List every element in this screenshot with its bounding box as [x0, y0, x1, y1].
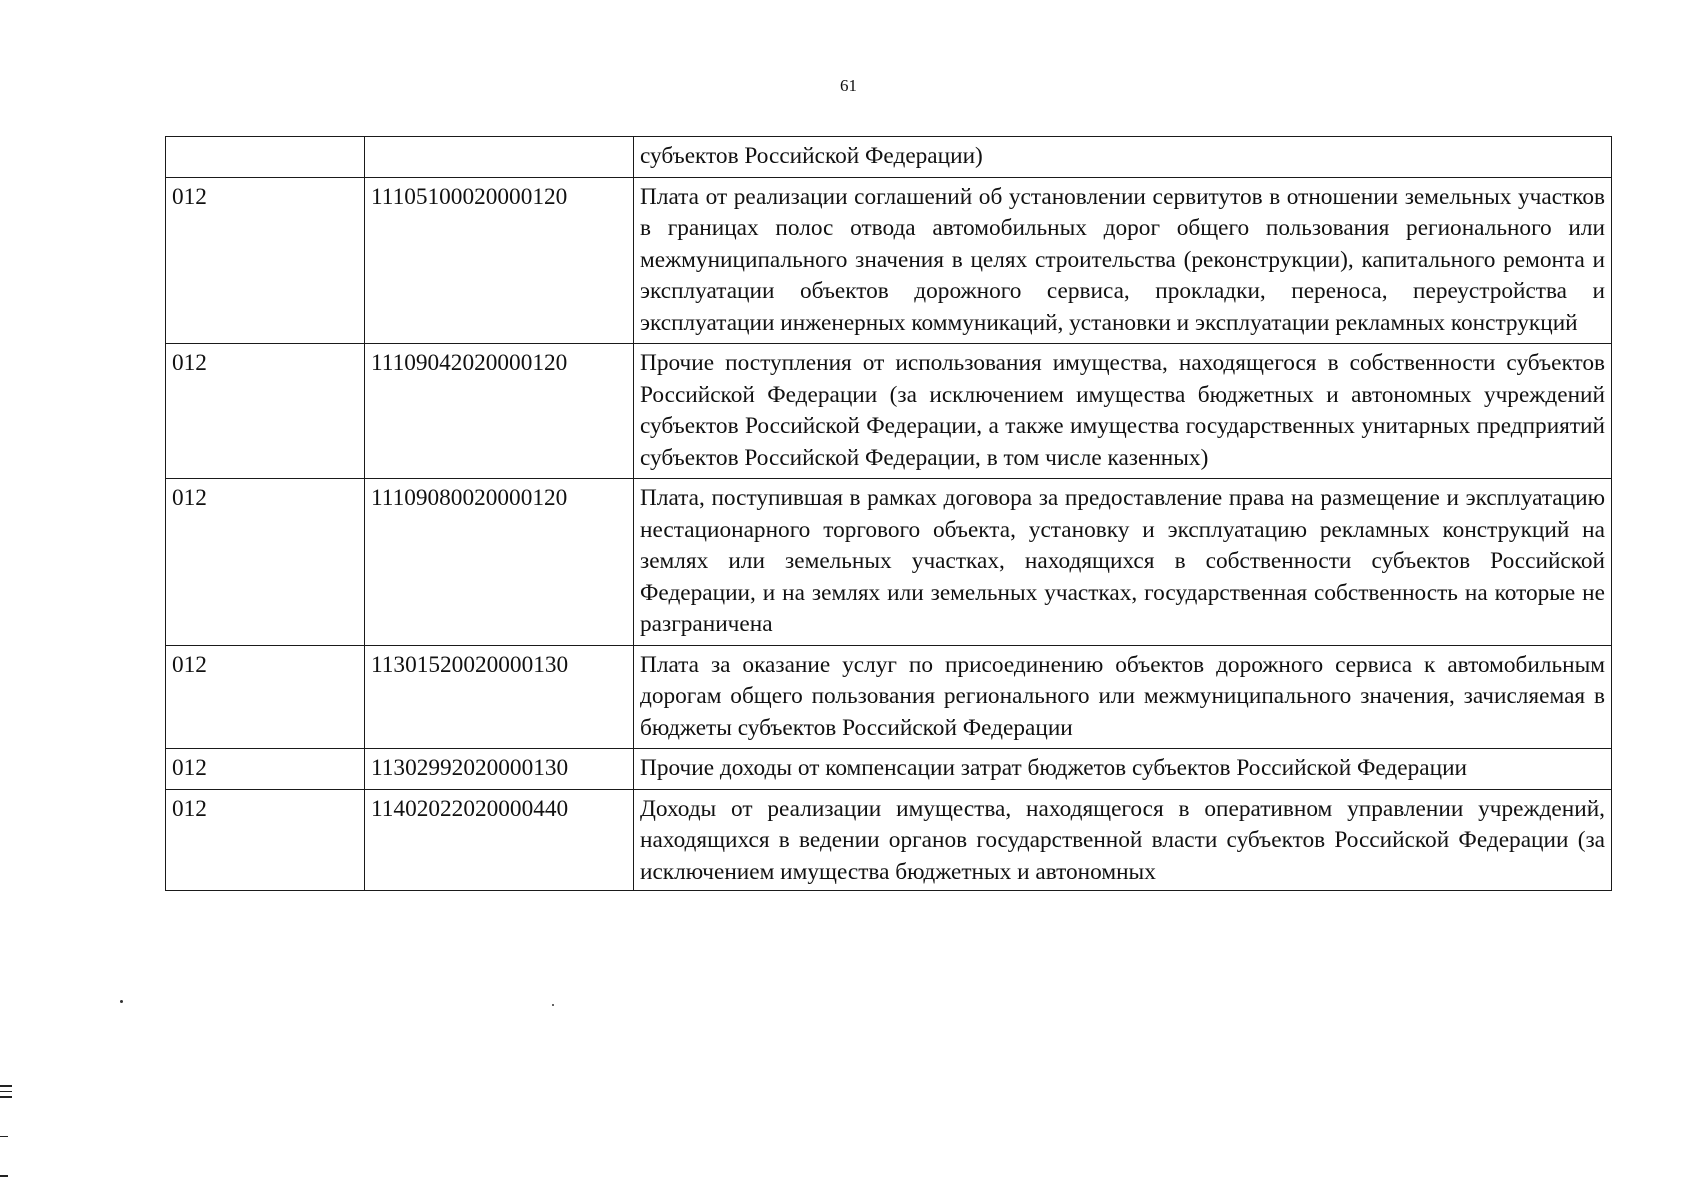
table-row	[166, 479, 1612, 646]
admin-code-cell: 012	[166, 789, 365, 891]
table-row	[166, 749, 1612, 790]
table-row	[166, 344, 1612, 479]
margin-tick	[0, 1136, 8, 1138]
admin-code-cell: 012	[166, 749, 365, 790]
admin-code-cell: 012	[166, 645, 365, 749]
budget-code-cell	[365, 137, 634, 178]
scan-speck	[120, 1000, 123, 1003]
description-cell: Прочие поступления от использования имущества, находящегося в собственности субъектов Российской Федерации (за исключением имущества бюджетных и автономных учреждений субъектов Российской Федерации, а также имущества государственных унитарных предприятий субъектов Российской Федерации, в том числе казенных)	[634, 344, 1612, 479]
scan-speck	[552, 1004, 554, 1006]
budget-code-cell: 11105100020000120	[365, 177, 634, 344]
description-cell: субъектов Российской Федерации)	[634, 137, 1612, 178]
budget-code-cell: 11109080020000120	[365, 479, 634, 646]
budget-code-cell: 11402022020000440	[365, 789, 634, 891]
budget-code-cell: 11109042020000120	[365, 344, 634, 479]
table-row	[166, 645, 1612, 749]
table-row	[166, 177, 1612, 344]
description-cell: Плата, поступившая в рамках договора за предоставление права на размещение и эксплуатацию нестационарного торгового объекта, установку и эксплуатацию рекламных конструкций на землях или земельных участках, находящихся в собственности субъектов Российской Федерации, и на землях или земельных участках, государственная собственность на которые не разграничена	[634, 479, 1612, 646]
budget-code-cell: 11302992020000130	[365, 749, 634, 790]
description-cell: Плата за оказание услуг по присоединению объектов дорожного сервиса к автомобильным дорогам общего пользования регионального или межмуниципального значения, зачисляемая в бюджеты субъектов Российской Федерации	[634, 645, 1612, 749]
description-cell: Доходы от реализации имущества, находящегося в оперативном управлении учреждений, находящихся в ведении органов государственной власти субъектов Российской Федерации (за исключением имущества бюджетных и автономных	[634, 789, 1612, 891]
revenue-codes-table	[165, 136, 1612, 891]
page-number: 61	[840, 76, 857, 95]
admin-code-cell: 012	[166, 479, 365, 646]
admin-code-cell	[166, 137, 365, 178]
margin-tick	[0, 1096, 12, 1098]
margin-tick	[0, 1085, 12, 1087]
admin-code-cell: 012	[166, 177, 365, 344]
margin-tick	[0, 1175, 8, 1177]
scan-margin-marks	[0, 1085, 12, 1181]
table-row	[166, 137, 1612, 178]
admin-code-cell: 012	[166, 344, 365, 479]
budget-code-cell: 11301520020000130	[365, 645, 634, 749]
description-cell: Прочие доходы от компенсации затрат бюджетов субъектов Российской Федерации	[634, 749, 1612, 790]
description-cell: Плата от реализации соглашений об установлении сервитутов в отношении земельных участков в границах полос отвода автомобильных дорог общего пользования регионального или межмуниципального значения в целях строительства (реконструкции), капитального ремонта и эксплуатации объектов дорожного сервиса, прокладки, переноса, переустройства и эксплуатации инженерных коммуникаций, установки и эксплуатации рекламных конструкций	[634, 177, 1612, 344]
table-row	[166, 789, 1612, 891]
margin-tick	[0, 1091, 12, 1093]
